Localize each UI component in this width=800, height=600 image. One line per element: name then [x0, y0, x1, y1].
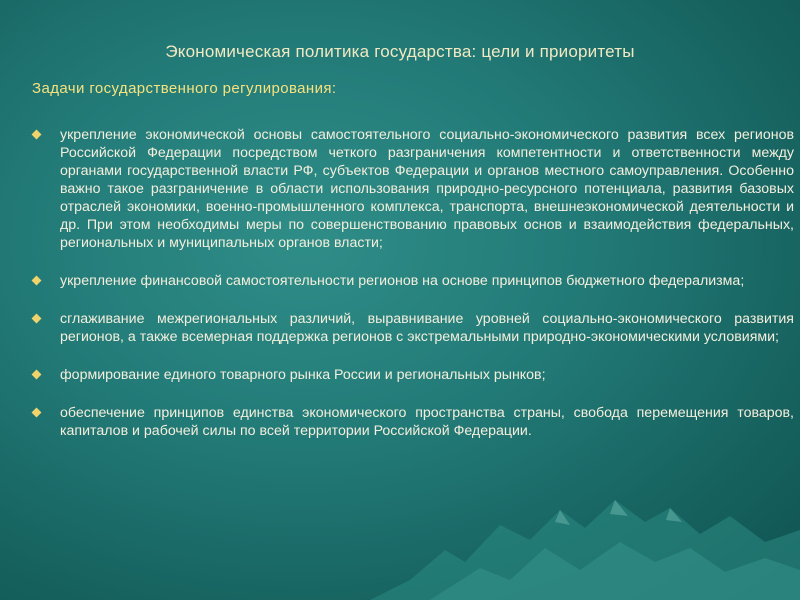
list-item [32, 126, 794, 252]
list-item [32, 366, 794, 384]
list-item [32, 404, 794, 440]
list-item [32, 310, 794, 346]
slide-subtitle: Задачи государственного регулирования: [32, 80, 337, 97]
diamond-bullet-icon [32, 130, 42, 140]
diamond-bullet-icon [32, 370, 42, 380]
bullet-list [32, 126, 794, 440]
diamond-bullet-icon [32, 276, 42, 286]
list-item-text: укрепление экономической основы самостоятельного социально-экономического развития всех регионов Российской Федерации посредством четкого разграничения компетентности и ответственности между органами государственной власти РФ, субъектов Федерации и органов местного самоуправления. Особенно важно такое разграничение в области использования природно-ресурсного потенциала, развития базовых отраслей экономики, военно-промышленного комплекса, транспорта, внешнеэкономической деятельности и др. При этом необходимы меры по совершенствованию правовых основ и взаимодействия федеральных, региональных и муниципальных органов власти; [60, 127, 794, 251]
list-item-text: укрепление финансовой самостоятельности регионов на основе принципов бюджетного федерализма; [60, 273, 745, 289]
list-item-text: обеспечение принципов единства экономического пространства страны, свобода перемещения товаров, капиталов и рабочей силы по всей территории Российской Федерации. [60, 405, 794, 439]
list-item-text: формирование единого товарного рынка России и региональных рынков; [60, 367, 546, 383]
diamond-bullet-icon [32, 314, 42, 324]
list-item [32, 272, 794, 290]
list-item-text: сглаживание межрегиональных различий, выравнивание уровней социально-экономического развития регионов, а также всемерная поддержка регионов с экстремальными природно-экономическими условиями; [60, 311, 794, 345]
slide-title: Экономическая политика государства: цели и приоритеты [165, 42, 635, 61]
diamond-bullet-icon [32, 408, 42, 418]
